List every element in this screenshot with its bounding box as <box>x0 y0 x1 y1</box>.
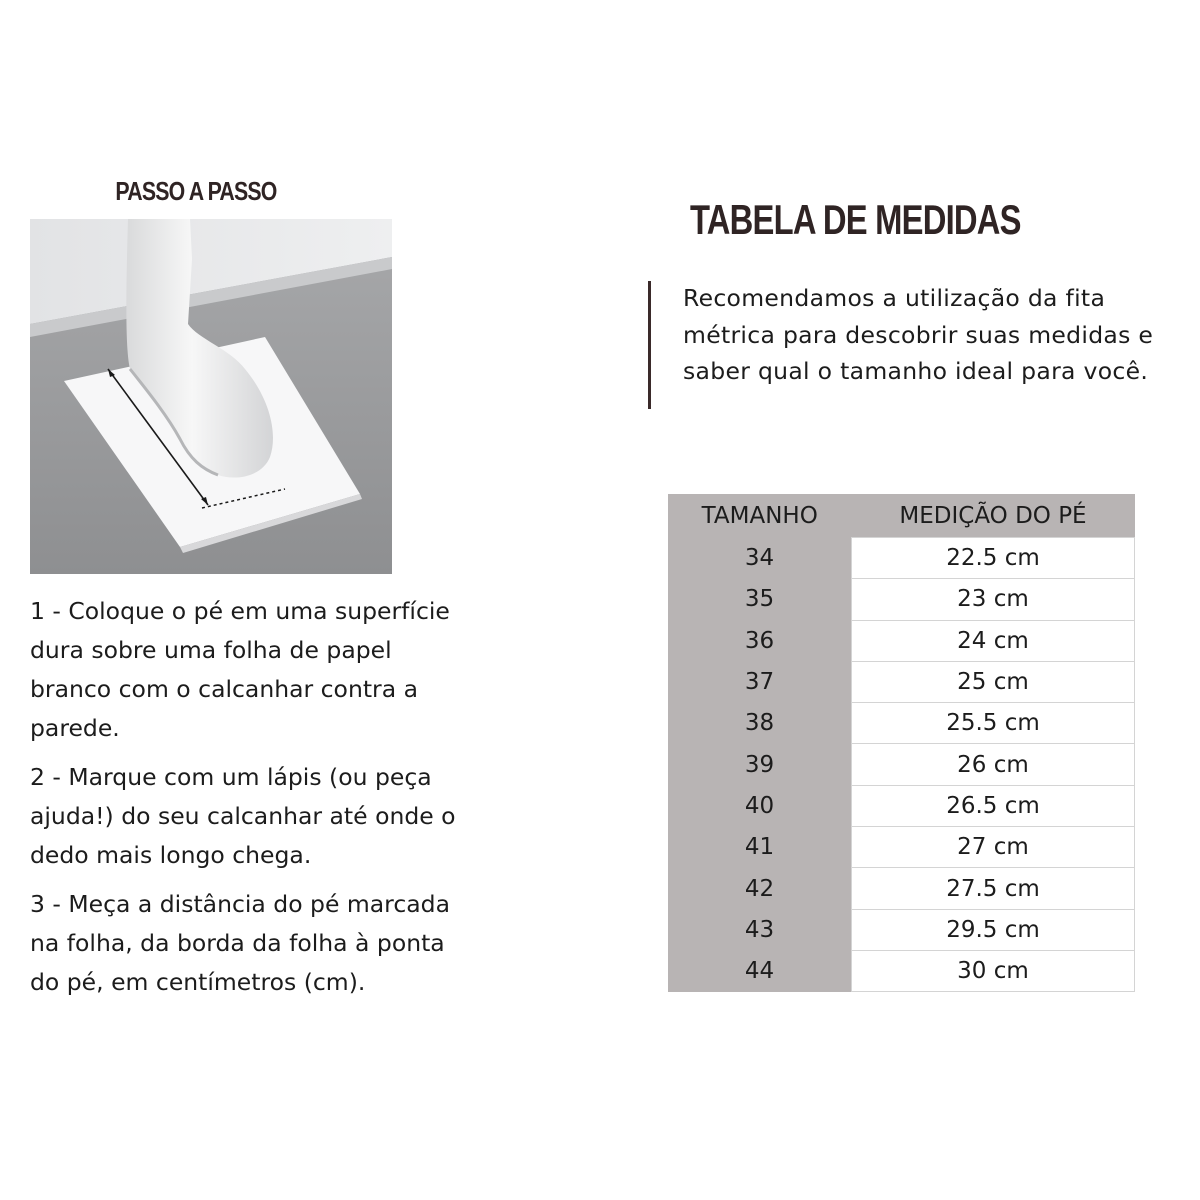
measurement-cell: 30 cm <box>852 950 1135 991</box>
size-cell: 39 <box>668 744 852 785</box>
header-measurement: MEDIÇÃO DO PÉ <box>852 494 1135 538</box>
table-row <box>668 909 1135 950</box>
size-table <box>668 494 1135 992</box>
measurement-cell: 29.5 cm <box>852 909 1135 950</box>
measurement-cell: 27.5 cm <box>852 868 1135 909</box>
step-instructions <box>30 592 470 1012</box>
foot-measurement-photo <box>30 219 392 574</box>
table-row <box>668 620 1135 661</box>
size-cell: 37 <box>668 661 852 702</box>
measurement-cell: 23 cm <box>852 579 1135 620</box>
table-row <box>668 579 1135 620</box>
step-3: 3 - Meça a distância do pé marcada na folha, da borda da folha à ponta do pé, em centímetros (cm). <box>30 890 450 996</box>
measurement-cell: 26.5 cm <box>852 785 1135 826</box>
header-size: TAMANHO <box>668 494 852 538</box>
size-chart-intro: Recomendamos a utilização da fita métrica para descobrir suas medidas e saber qual o tamanho ideal para você. <box>683 284 1154 385</box>
table-row <box>668 868 1135 909</box>
table-row <box>668 785 1135 826</box>
measurement-cell: 22.5 cm <box>852 538 1135 579</box>
measurement-cell: 25 cm <box>852 661 1135 702</box>
step-by-step-title: PASSO A PASSO <box>115 176 277 206</box>
measurement-cell: 24 cm <box>852 620 1135 661</box>
table-row <box>668 950 1135 991</box>
table-row <box>668 827 1135 868</box>
size-cell: 41 <box>668 827 852 868</box>
size-cell: 34 <box>668 538 852 579</box>
size-cell: 40 <box>668 785 852 826</box>
table-row <box>668 703 1135 744</box>
size-cell: 35 <box>668 579 852 620</box>
intro-accent-bar <box>648 281 651 409</box>
size-cell: 42 <box>668 868 852 909</box>
measurement-cell: 26 cm <box>852 744 1135 785</box>
table-row <box>668 538 1135 579</box>
size-cell: 36 <box>668 620 852 661</box>
size-chart-title: TABELA DE MEDIDAS <box>690 196 1021 243</box>
step-1: 1 - Coloque o pé em uma superfície dura sobre uma folha de papel branco com o calcanhar contra a parede. <box>30 597 450 742</box>
measurement-cell: 25.5 cm <box>852 703 1135 744</box>
measurement-cell: 27 cm <box>852 827 1135 868</box>
step-2: 2 - Marque com um lápis (ou peça ajuda!) do seu calcanhar até onde o dedo mais longo chega. <box>30 763 456 869</box>
table-row <box>668 661 1135 702</box>
size-cell: 38 <box>668 703 852 744</box>
table-row <box>668 744 1135 785</box>
size-cell: 43 <box>668 909 852 950</box>
table-header-row <box>668 494 1135 538</box>
size-cell: 44 <box>668 950 852 991</box>
